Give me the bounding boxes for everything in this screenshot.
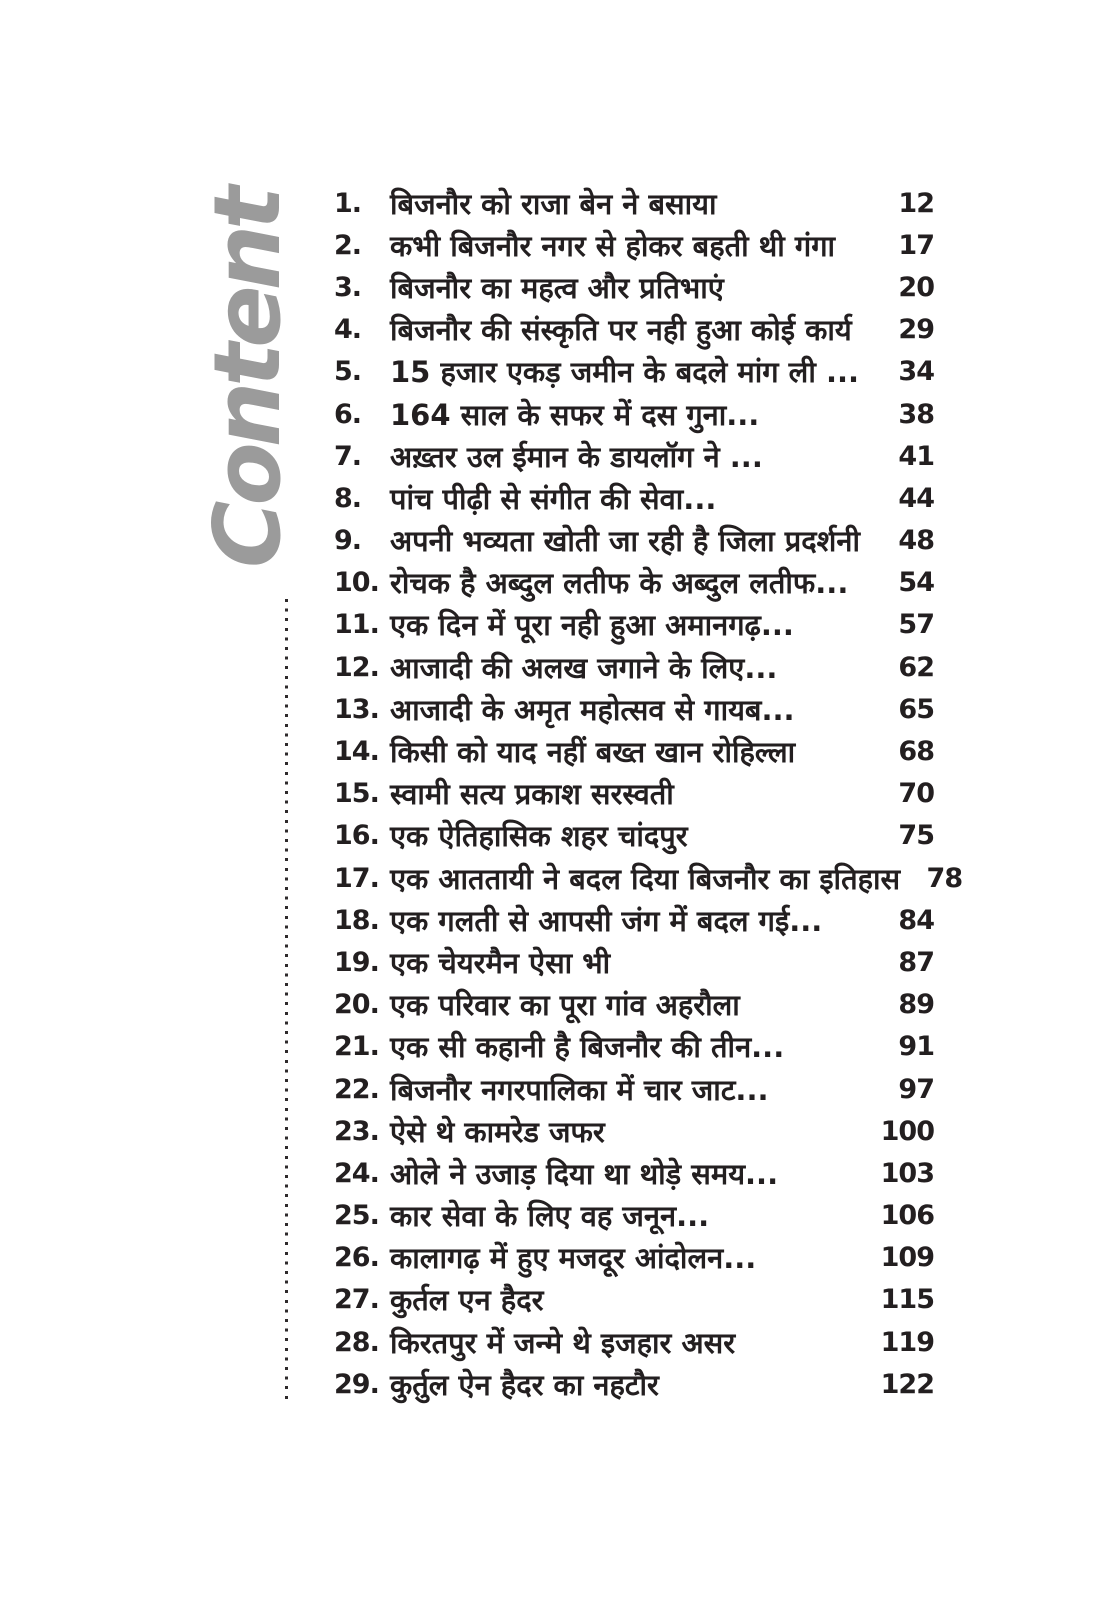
toc-item-number: 17. xyxy=(334,862,379,894)
toc-row xyxy=(334,309,934,351)
toc-item-title: 15 हजार एकड़ जमीन के बदले मांग ली ... xyxy=(390,355,860,390)
toc-item-title: आजादी की अलख जगाने के लिए... xyxy=(390,650,778,685)
toc-item-title: रोचक है अब्दुल लतीफ के अब्दुल लतीफ... xyxy=(390,566,849,601)
toc-row xyxy=(334,688,934,730)
dotted-divider xyxy=(285,599,288,1399)
toc-row xyxy=(334,435,934,477)
toc-item-number: 15. xyxy=(334,778,379,810)
toc-item-title: एक दिन में पूरा नही हुआ अमानगढ़... xyxy=(390,608,794,643)
toc-item-page: 115 xyxy=(880,1284,934,1316)
toc-item-page: 62 xyxy=(898,651,934,683)
toc-item-page: 44 xyxy=(898,482,934,514)
toc-item-number: 21. xyxy=(334,1031,379,1063)
toc-item-page: 106 xyxy=(880,1200,934,1232)
toc-item-title: एक चेयरमैन ऐसा भी xyxy=(390,945,611,980)
toc-item-number: 7. xyxy=(334,440,362,472)
toc-item-page: 97 xyxy=(898,1073,934,1105)
toc-item-title: कालागढ़ में हुए मजदूर आंदोलन... xyxy=(390,1241,757,1276)
toc-row xyxy=(334,730,934,772)
toc-item-page: 84 xyxy=(898,904,934,936)
toc-item-title: कुर्तल एन हैदर xyxy=(390,1283,544,1318)
toc-item-page: 12 xyxy=(898,187,934,219)
toc-item-number: 12. xyxy=(334,651,379,683)
toc-row xyxy=(334,224,934,266)
toc-item-title: बिजनौर को राजा बेन ने बसाया xyxy=(390,186,717,221)
toc-row xyxy=(334,1195,934,1237)
toc-item-title: ऐसे थे कामरेड जफर xyxy=(390,1114,605,1149)
toc-item-page: 89 xyxy=(898,989,934,1021)
toc-item-title: कभी बिजनौर नगर से होकर बहती थी गंगा xyxy=(390,228,836,263)
toc-item-title: बिजनौर का महत्व और प्रतिभाएं xyxy=(390,270,724,305)
toc-item-title: एक गलती से आपसी जंग में बदल गई... xyxy=(390,903,823,938)
toc-item-page: 68 xyxy=(898,736,934,768)
toc-item-number: 8. xyxy=(334,482,362,514)
toc-item-title: आजादी के अमृत महोत्सव से गायब... xyxy=(390,692,795,727)
toc-item-page: 48 xyxy=(898,525,934,557)
toc-item-page: 91 xyxy=(898,1031,934,1063)
toc-item-number: 22. xyxy=(334,1073,379,1105)
toc-item-title: एक आततायी ने बदल दिया बिजनौर का इतिहास xyxy=(390,861,901,896)
toc-item-page: 109 xyxy=(880,1242,934,1274)
toc-item-number: 6. xyxy=(334,398,362,430)
toc-item-title: बिजनौर नगरपालिका में चार जाट... xyxy=(390,1072,769,1107)
toc-item-page: 20 xyxy=(898,271,934,303)
toc-item-number: 27. xyxy=(334,1284,379,1316)
toc-item-title: अख़्तर उल ईमान के डायलॉग ने ... xyxy=(390,439,763,474)
toc-item-number: 4. xyxy=(334,314,362,346)
toc-row xyxy=(334,1110,934,1152)
toc-item-number: 1. xyxy=(334,187,362,219)
toc-item-number: 26. xyxy=(334,1242,379,1274)
toc-row xyxy=(334,1237,934,1279)
toc-row xyxy=(334,1279,934,1321)
toc-item-number: 3. xyxy=(334,271,362,303)
toc-item-page: 87 xyxy=(898,946,934,978)
toc-row xyxy=(334,520,934,562)
toc-item-page: 54 xyxy=(898,567,934,599)
toc-item-title: किसी को याद नहीं बख्त खान रोहिल्ला xyxy=(390,735,796,770)
toc-item-page: 78 xyxy=(926,862,963,894)
toc-row xyxy=(334,351,934,393)
toc-item-number: 25. xyxy=(334,1200,379,1232)
toc-row xyxy=(334,857,963,899)
toc-row xyxy=(334,477,934,519)
toc-row xyxy=(334,393,934,435)
toc-item-number: 2. xyxy=(334,229,362,261)
toc-item-number: 29. xyxy=(334,1368,379,1400)
toc-item-title: एक परिवार का पूरा गांव अहरौला xyxy=(390,988,740,1023)
toc-item-page: 57 xyxy=(898,609,934,641)
toc-item-number: 10. xyxy=(334,567,379,599)
toc-item-page: 17 xyxy=(898,229,934,261)
toc-item-title: एक सी कहानी है बिजनौर की तीन... xyxy=(390,1030,785,1065)
toc-item-title: पांच पीढ़ी से संगीत की सेवा... xyxy=(390,481,717,516)
toc-item-page: 65 xyxy=(898,693,934,725)
toc-row xyxy=(334,562,934,604)
toc-row xyxy=(334,1152,934,1194)
toc-row xyxy=(334,984,934,1026)
toc-row xyxy=(334,266,934,308)
toc-item-page: 122 xyxy=(880,1368,934,1400)
toc-list xyxy=(334,182,963,1405)
toc-item-page: 38 xyxy=(898,398,934,430)
toc-item-page: 34 xyxy=(898,356,934,388)
toc-item-number: 16. xyxy=(334,820,379,852)
toc-item-title: कार सेवा के लिए वह जनून... xyxy=(390,1199,710,1234)
toc-item-page: 41 xyxy=(898,440,934,472)
toc-row xyxy=(334,1363,934,1405)
page-title: Content xyxy=(194,190,301,568)
toc-item-title: ओले ने उजाड़ दिया था थोड़े समय... xyxy=(390,1156,779,1191)
toc-row xyxy=(334,182,934,224)
toc-item-page: 29 xyxy=(898,314,934,346)
toc-item-number: 23. xyxy=(334,1115,379,1147)
toc-row xyxy=(334,646,934,688)
toc-item-title: कुर्तुल ऐन हैदर का नहटौर xyxy=(390,1367,659,1402)
toc-item-number: 20. xyxy=(334,989,379,1021)
toc-row xyxy=(334,899,934,941)
toc-item-number: 19. xyxy=(334,946,379,978)
toc-item-page: 100 xyxy=(880,1115,934,1147)
toc-item-title: किरतपुर में जन्मे थे इजहार असर xyxy=(390,1325,736,1360)
toc-row xyxy=(334,1321,934,1363)
toc-item-page: 119 xyxy=(880,1326,934,1358)
toc-row xyxy=(334,1026,934,1068)
toc-item-title: एक ऐतिहासिक शहर चांदपुर xyxy=(390,819,688,854)
toc-item-number: 24. xyxy=(334,1157,379,1189)
toc-row xyxy=(334,1068,934,1110)
toc-item-number: 9. xyxy=(334,525,362,557)
toc-item-page: 75 xyxy=(898,820,934,852)
toc-item-title: 164 साल के सफर में दस गुना... xyxy=(390,397,760,432)
toc-item-number: 13. xyxy=(334,693,379,725)
toc-item-number: 11. xyxy=(334,609,379,641)
toc-row xyxy=(334,815,934,857)
toc-item-number: 18. xyxy=(334,904,379,936)
toc-row xyxy=(334,773,934,815)
toc-item-number: 28. xyxy=(334,1326,379,1358)
toc-item-title: अपनी भव्यता खोती जा रही है जिला प्रदर्शनी xyxy=(390,524,860,559)
toc-row xyxy=(334,941,934,983)
toc-item-page: 70 xyxy=(898,778,934,810)
toc-row xyxy=(334,604,934,646)
toc-item-page: 103 xyxy=(880,1157,934,1189)
toc-item-title: स्वामी सत्य प्रकाश सरस्वती xyxy=(390,777,674,812)
toc-item-number: 14. xyxy=(334,736,379,768)
toc-item-title: बिजनौर की संस्कृति पर नही हुआ कोई कार्य xyxy=(390,313,852,348)
toc-item-number: 5. xyxy=(334,356,362,388)
